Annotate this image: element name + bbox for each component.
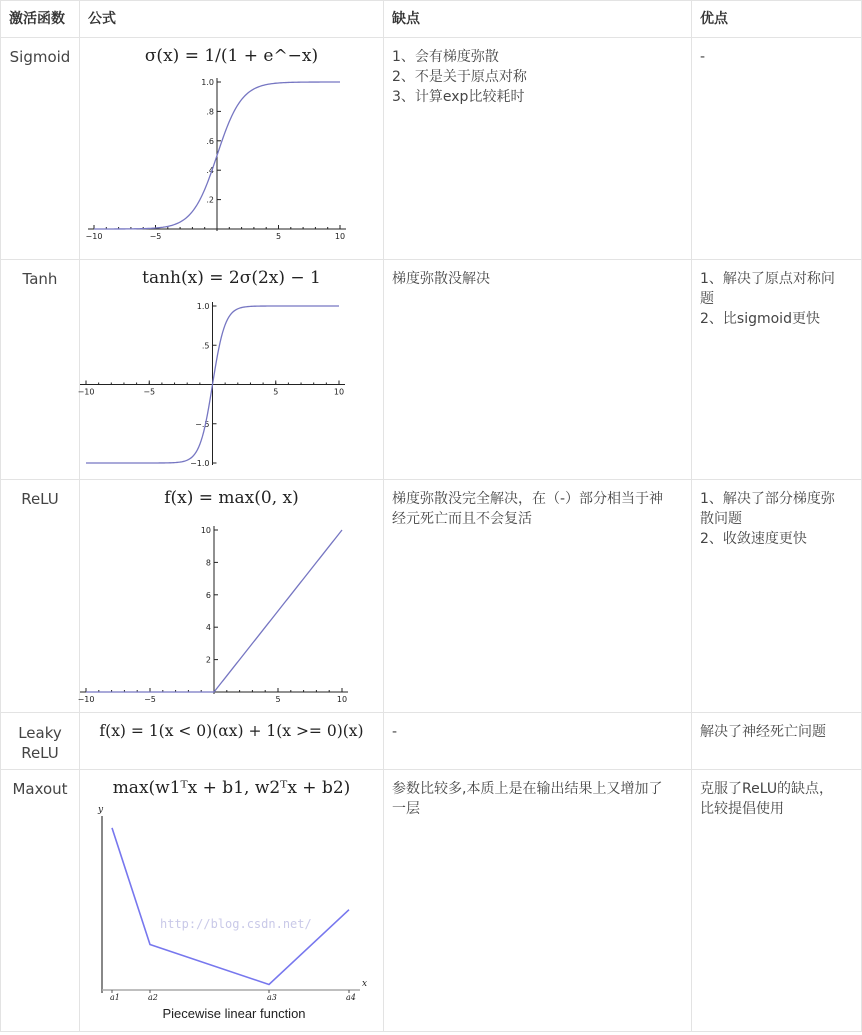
x-tick-label: −5 <box>149 232 162 241</box>
tick-label: a4 <box>346 993 356 1002</box>
cons-line: 3、计算exp比较耗时 <box>392 89 525 105</box>
cons-line: 2、不是关于原点对称 <box>392 69 527 85</box>
table-row <box>1 260 862 480</box>
row-name: Maxout <box>1 770 80 1032</box>
pros-line: 题 <box>700 291 714 307</box>
pros-cell <box>692 260 862 480</box>
header-formula: 公式 <box>80 1 384 38</box>
header-pros: 优点 <box>692 1 862 38</box>
y-tick-label: 1.0 <box>196 302 210 311</box>
y-tick-label: 1.0 <box>201 78 214 87</box>
table-row <box>1 713 862 770</box>
x-tick-label: −5 <box>144 695 156 704</box>
x-tick-label: 5 <box>275 232 282 241</box>
pros-line: 1、解决了原点对称问 <box>700 271 835 287</box>
header-cons: 缺点 <box>384 1 692 38</box>
row-name-line: Leaky <box>18 724 62 742</box>
x-tick-label: −10 <box>77 387 95 397</box>
formula-text: max(w1ᵀx + b1, w2ᵀx + b2) <box>112 778 351 798</box>
y-tick-label: 10 <box>200 526 211 535</box>
y-tick-label: 6 <box>205 590 211 600</box>
x-tick-label: 5 <box>275 695 281 704</box>
row-name: Sigmoid <box>1 38 80 260</box>
y-tick-label: .6 <box>206 136 214 146</box>
watermark: http://blog.csdn.net/ <box>160 917 312 931</box>
x-tick-label: −10 <box>77 695 95 704</box>
pros-line: 1、解决了部分梯度弥 <box>700 491 835 507</box>
pros-line: 2、比sigmoid更快 <box>700 311 820 327</box>
y-tick-label: −1.0 <box>190 459 210 468</box>
cons-cell <box>384 480 692 713</box>
cons-cell <box>384 770 692 1032</box>
y-tick-label: 4 <box>205 623 211 633</box>
maxout-caption: Piecewise linear function <box>162 1006 306 1021</box>
y-tick-label: 8 <box>205 558 211 568</box>
pros-line: 解决了神经死亡问题 <box>700 724 826 740</box>
tick-label: a3 <box>267 993 277 1002</box>
pros-line: 克服了ReLU的缺点， <box>700 781 834 797</box>
cons-line: 经元死亡而且不会复活 <box>392 511 532 527</box>
y-tick-label: .8 <box>206 107 214 117</box>
table-row <box>1 480 862 713</box>
cons-line: 1、会有梯度弥散 <box>392 49 499 65</box>
tick-label: a1 <box>110 993 120 1002</box>
x-tick-label: 10 <box>334 232 346 241</box>
x-tick-label: 10 <box>336 695 348 704</box>
row-name <box>1 713 80 770</box>
formula-cell <box>77 480 384 713</box>
x-tick-label: 5 <box>273 387 279 397</box>
row-name-line: ReLU <box>21 744 59 762</box>
formula-text: σ(x) = 1/(1 + e^−x) <box>144 46 319 66</box>
pros-cell <box>692 770 862 1032</box>
table-row <box>1 770 862 1032</box>
header-name: 激活函数 <box>1 1 80 38</box>
maxout-ylabel: y <box>98 805 104 815</box>
x-tick-label: −5 <box>143 387 156 397</box>
formula-text: tanh(x) = 2σ(2x) − 1 <box>142 268 321 288</box>
x-tick-label: −10 <box>85 232 103 241</box>
sigmoid-plot <box>80 66 383 246</box>
formula-cell <box>77 260 384 480</box>
formula-cell <box>80 770 384 1032</box>
pros-line: 比较提倡使用 <box>700 801 784 817</box>
y-tick-label: .5 <box>201 341 210 351</box>
pros-cell <box>692 480 862 713</box>
row-name: Tanh <box>1 260 80 480</box>
table-header-row <box>1 1 862 38</box>
cons-cell <box>384 38 692 260</box>
pros-line: - <box>700 49 706 65</box>
cons-cell <box>384 713 692 770</box>
cons-line: 梯度弥散没解决 <box>392 271 490 287</box>
pros-cell <box>692 713 862 770</box>
row-name: ReLU <box>1 480 80 713</box>
x-tick-label: 10 <box>333 387 345 397</box>
pros-line: 2、收敛速度更快 <box>700 531 807 547</box>
formula-cell <box>80 713 384 770</box>
cons-line: - <box>392 724 398 740</box>
y-tick-label: 2 <box>205 655 211 665</box>
relu-plot <box>77 508 383 704</box>
pros-line: 散问题 <box>700 511 742 527</box>
formula-text: f(x) = 1(x < 0)(αx) + 1(x >= 0)(x) <box>99 722 364 740</box>
table-row <box>1 38 862 260</box>
formula-cell <box>80 38 384 260</box>
formula-text: f(x) = max(0, x) <box>164 488 299 508</box>
maxout-curve <box>112 828 349 985</box>
y-tick-label: .4 <box>206 166 214 176</box>
maxout-xlabel: x <box>362 979 368 989</box>
tick-label: a2 <box>148 993 158 1002</box>
maxout-plot <box>80 798 383 1026</box>
y-tick-label: −.5 <box>195 419 210 429</box>
cons-cell <box>384 260 692 480</box>
pros-cell <box>692 38 862 260</box>
tanh-plot <box>77 288 383 468</box>
cons-line: 一层 <box>392 801 420 817</box>
cons-line: 梯度弥散没完全解决，在（-）部分相当于神 <box>392 491 664 507</box>
cons-line: 参数比较多,本质上是在输出结果上又增加了 <box>392 781 663 797</box>
y-tick-label: .2 <box>206 195 214 205</box>
